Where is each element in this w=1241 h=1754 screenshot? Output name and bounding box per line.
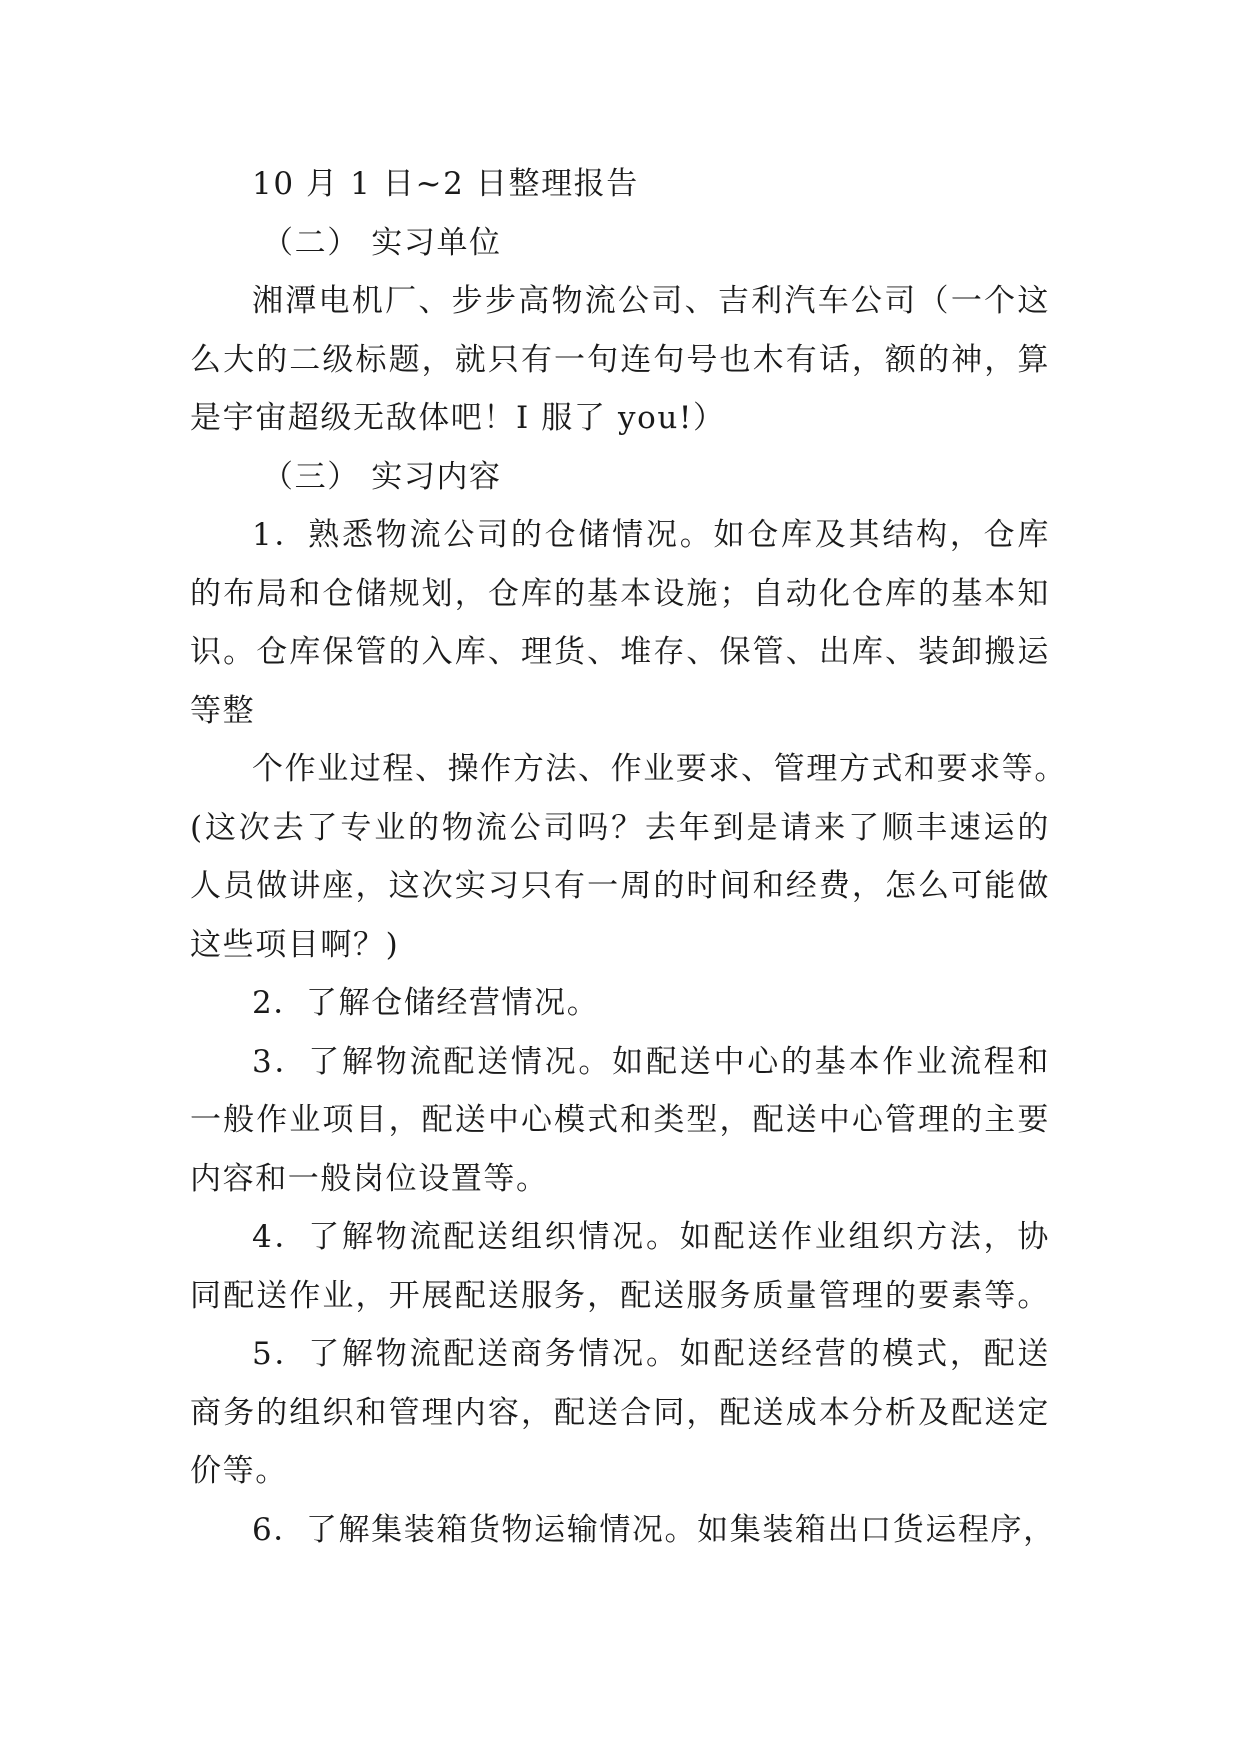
list-item-line: 3．了解物流配送情况。如配送中心的基本作业流程和 [252, 1043, 1050, 1080]
list-item-line: 2．了解仓储经营情况。 [252, 985, 600, 1021]
list-item-line: 识。仓库保管的入库、理货、堆存、保管、出库、装卸搬运 [190, 634, 1050, 670]
list-item-line: 同配送作业，开展配送服务，配送服务质量管理的要素等。 [190, 1277, 1050, 1314]
list-item-line: 6．了解集装箱货物运输情况。如集装箱出口货运程序， [252, 1511, 1056, 1548]
paragraph-line: 么大的二级标题，就只有一句连句号也木有话，额的神，算 [190, 341, 1050, 378]
paragraph-line: 湘潭电机厂、步步高物流公司、吉利汽车公司（一个这 [252, 283, 1050, 319]
list-item-line: 等整 [190, 692, 256, 729]
list-item-line: 5．了解物流配送商务情况。如配送经营的模式，配送 [252, 1336, 1050, 1372]
list-item-line: 一般作业项目，配送中心模式和类型，配送中心管理的主要 [190, 1102, 1050, 1138]
document-page [190, 155, 1067, 1559]
section-heading-internship-content: （三） 实习内容 [262, 458, 502, 495]
list-item-line: 4．了解物流配送组织情况。如配送作业组织方法，协 [252, 1219, 1050, 1255]
paragraph-line: 人员做讲座，这次实习只有一周的时间和经费，怎么可能做 [190, 868, 1050, 904]
paragraph-line: 个作业过程、操作方法、作业要求、管理方式和要求等。 [252, 751, 1067, 787]
list-item-line: 的布局和仓储规划，仓库的基本设施；自动化仓库的基本知 [190, 575, 1050, 612]
section-heading-internship-unit: （二） 实习单位 [262, 224, 502, 261]
list-item-line: 商务的组织和管理内容，配送合同，配送成本分析及配送定 [190, 1394, 1050, 1431]
schedule-line: 10 月 1 日~2 日整理报告 [252, 166, 639, 202]
paragraph-line: (这次去了专业的物流公司吗？去年到是请来了顺丰速运的 [190, 809, 1050, 846]
list-item-line: 价等。 [190, 1453, 288, 1489]
list-item-line: 1．熟悉物流公司的仓储情况。如仓库及其结构，仓库 [252, 517, 1050, 553]
paragraph-line: 是宇宙超级无敌体吧！I 服了 you!） [190, 400, 726, 436]
list-item-line: 内容和一般岗位设置等。 [190, 1160, 549, 1197]
paragraph-line: 这些项目啊？) [190, 926, 400, 963]
